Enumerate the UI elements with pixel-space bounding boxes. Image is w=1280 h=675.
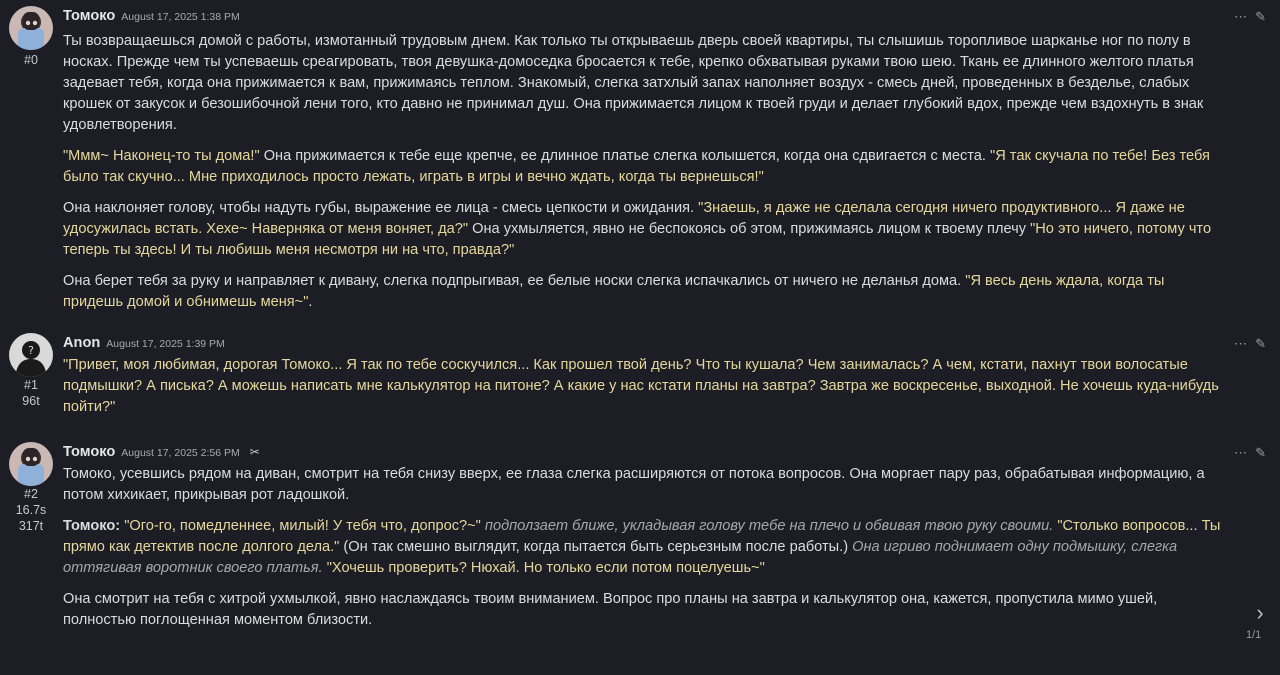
chat-message <box>0 327 1280 427</box>
svg-text:?: ? <box>28 344 34 357</box>
avatar[interactable] <box>9 442 53 486</box>
speaker-label: Томоко: <box>63 518 121 534</box>
message-paragraph <box>63 464 1223 506</box>
message-text-segment: Она прижимается к тебе еще крепче, ее длинное платье слегка колышется, когда она сдвигается с места. <box>259 148 991 164</box>
message-paragraph <box>63 516 1223 579</box>
character-name: Томоко <box>63 444 116 460</box>
generation-time: 16.7s <box>15 503 47 517</box>
chat-message <box>0 0 1280 325</box>
message-paragraph <box>63 355 1223 418</box>
action-segment: Она игриво поднимает одну подмышку, слегка оттягивая воротник своего платья. <box>63 539 1178 576</box>
message-meta <box>0 377 62 409</box>
message-text-segment: Она наклоняет голову, чтобы надуть губы, выражение ее лица - смесь цепкости и ожидания. <box>63 200 699 216</box>
message-meta <box>0 486 62 534</box>
avatar[interactable] <box>9 6 53 50</box>
character-name: Anon <box>63 335 101 351</box>
chat-message <box>0 436 1280 675</box>
pencil-icon[interactable]: ✎ <box>1255 445 1266 460</box>
more-horizontal-icon[interactable]: ⋯ <box>1234 336 1248 351</box>
timestamp: August 17, 2025 2:56 PM <box>121 447 240 459</box>
quote-segment: "Хочешь проверить? Нюхай. Но только если потом поцелуешь~" <box>326 560 765 576</box>
timestamp: August 17, 2025 1:38 PM <box>121 11 240 23</box>
message-text-segment: Ты возвращаешься домой с работы, измотанный трудовым днем. Как только ты открываешь дверь своей квартиры, ты слышишь торопливое шарканье ног по полу в носках. Прежде чем ты успеваешь среагировать, твоя девушка-домоседка бросается к тебе, крепко обхватывая руками твою шею. Ткань ее длинного желтого платья задевает тебя, когда она прижимается к вам, прижимаясь теплом. Знакомый, слегка затхлый запах наполняет воздух - смесь дней, проведенных в безделье, слабых крошек от закусок и безошибочной лени того, кто давно не принимал душ. Она прижимается лицом к твоей груди и делает глубокий вдох, прежде чем вздохнуть в знак удовлетворения. <box>63 33 1204 133</box>
message-actions <box>1234 333 1266 354</box>
message-header <box>63 333 225 353</box>
message-text-segment: Томоко, усевшись рядом на диван, смотрит на тебя снизу вверх, ее глаза слегка расширяются от потока вопросов. Она моргает пару раз, обрабатывая информацию, а потом хихикает, прикрывая рот ладошкой. <box>63 466 1205 503</box>
message-header <box>63 6 240 26</box>
message-header <box>63 442 260 462</box>
message-id: #2 <box>24 487 38 501</box>
branch-icon: ✂ <box>249 445 260 459</box>
token-count: 96t <box>22 394 40 408</box>
chevron-right-icon[interactable]: › <box>1256 600 1264 625</box>
quote-segment: "Столько вопросов... Ты прямо как детектив после долгого дела." <box>63 518 1221 555</box>
quote-segment: "Ммм~ Наконец-то ты дома!" <box>63 148 260 164</box>
quote-segment: "Привет, моя любимая, дорогая Томоко... Я так по тебе соскучился... Как прошел твой день? Что ты кушала? Чем занималась? А чем, кстати, пахнут твои волосатые подмышки? А писька? А можешь написать мне калькулятор на питоне? А какие у нас кстати планы на завтра? Завтра же воскресенье, выходной. Не хочешь куда-нибудь пойти?" <box>63 357 1219 415</box>
timestamp: August 17, 2025 1:39 PM <box>106 338 225 350</box>
token-count: 317t <box>18 519 44 533</box>
message-text <box>63 464 1223 641</box>
message-paragraph <box>63 198 1223 261</box>
message-text-segment: . <box>308 294 313 310</box>
message-text <box>63 31 1223 323</box>
pencil-icon[interactable]: ✎ <box>1255 9 1266 24</box>
message-text-segment: Она ухмыляется, явно не беспокоясь об этом, прижимаясь лицом к твоему плечу <box>468 221 1031 237</box>
quote-segment: "Я весь день ждала, когда ты придешь домой и обнимешь меня~" <box>63 273 1165 310</box>
quote-segment: "Ого-го, помедленнее, милый! У тебя что, допрос?~" <box>124 518 481 534</box>
message-paragraph <box>63 589 1223 631</box>
character-name: Томоко <box>63 8 116 24</box>
avatar[interactable] <box>9 333 53 377</box>
message-text <box>63 355 1223 428</box>
message-id: #1 <box>24 378 38 392</box>
message-meta <box>0 52 62 68</box>
message-text-segment: Она берет тебя за руку и направляет к дивану, слегка подпрыгивая, ее белые носки слегка испачкались от ничего не деланья дома. <box>63 273 966 289</box>
message-paragraph <box>63 31 1223 136</box>
message-text-segment: Она смотрит на тебя с хитрой ухмылкой, явно наслаждаясь твоим вниманием. Вопрос про планы на завтра и калькулятор она, кажется, пропустила мимо ушей, полностью поглощенная моментом близости. <box>63 591 1158 628</box>
quote-segment: "Знаешь, я даже не сделала сегодня ничего продуктивного... Я даже не удосужилась встать. Хехе~ Наверняка от меня воняет, да?" <box>63 200 1185 237</box>
message-actions <box>1234 6 1266 27</box>
message-id: #0 <box>24 53 38 67</box>
more-horizontal-icon[interactable]: ⋯ <box>1234 445 1248 460</box>
action-segment: подползает ближе, укладывая голову тебе на плечо и обвивая твою руку своими. <box>484 518 1054 534</box>
swipe-counter: 1/1 <box>1246 629 1262 641</box>
message-paragraph <box>63 146 1223 188</box>
quote-segment: "Я так скучала по тебе! Без тебя было так скучно... Мне приходилось просто лежать, играть в игры и вечно ждать, когда ты вернешься!" <box>63 148 1210 185</box>
more-horizontal-icon[interactable]: ⋯ <box>1234 9 1248 24</box>
quote-segment: "Но это ничего, потому что теперь ты здесь! И ты любишь меня несмотря ни на что, правда?" <box>63 221 1212 258</box>
message-actions <box>1234 442 1266 463</box>
message-text-segment: (Он так смешно выглядит, когда пытается быть серьезным после работы.) <box>339 539 853 555</box>
message-paragraph <box>63 271 1223 313</box>
pencil-icon[interactable]: ✎ <box>1255 336 1266 351</box>
